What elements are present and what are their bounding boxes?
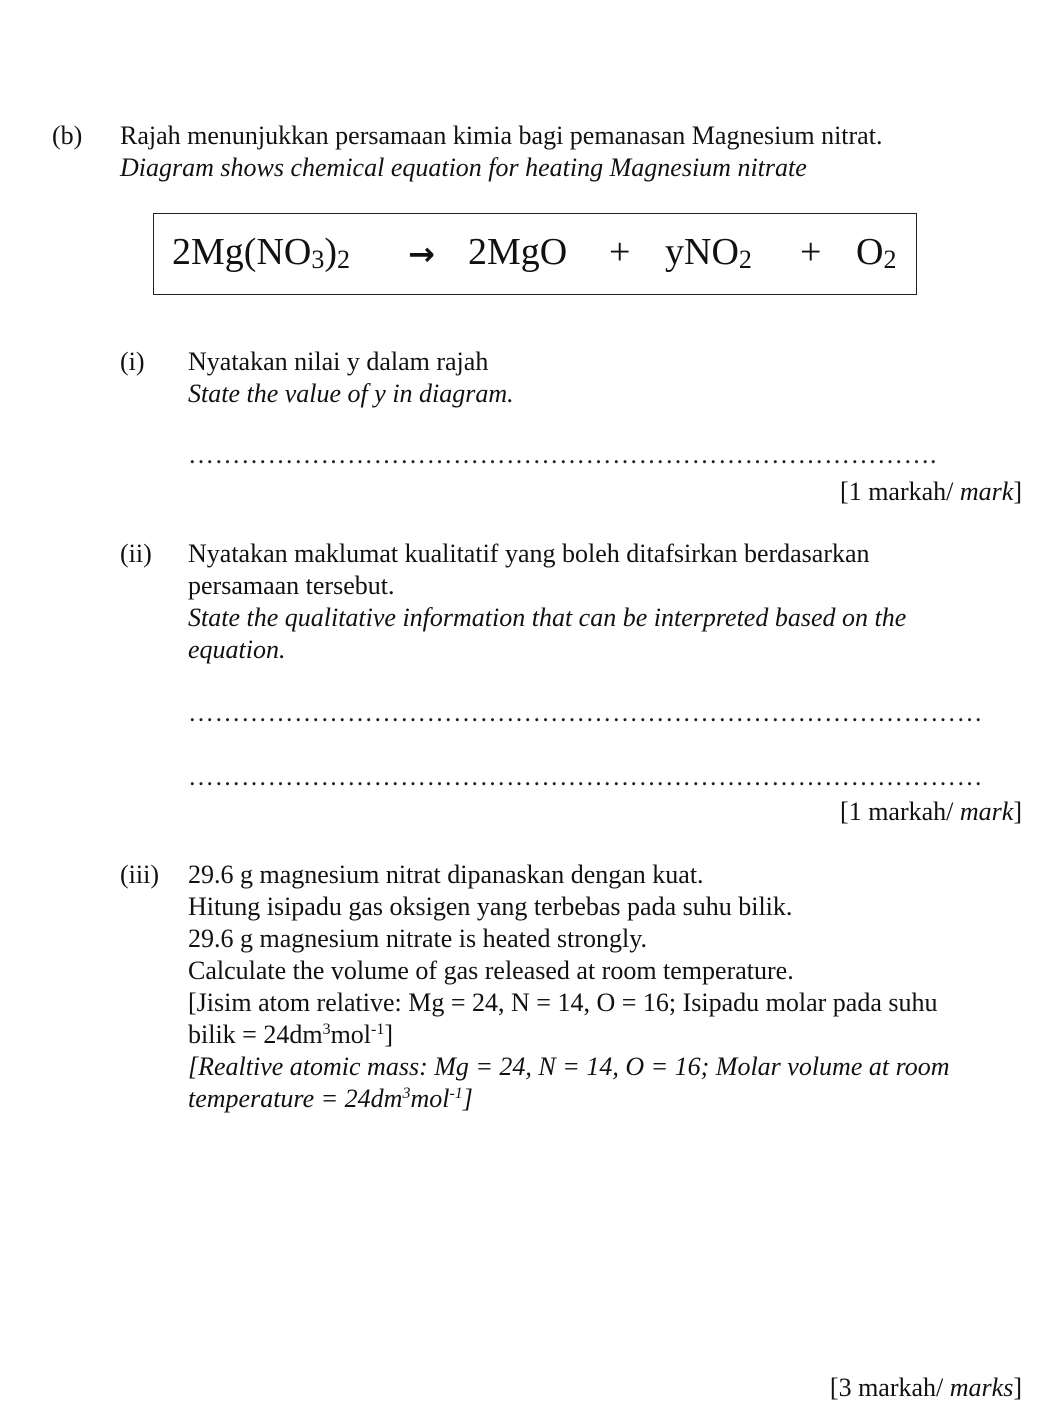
q3-line-8: temperature = $24dm^3mol^{-1}$] (188, 1084, 473, 1113)
q2-english-line-2: equation. (188, 635, 286, 664)
q2-malay-line-1: Nyatakan maklumat kualitatif yang boleh ditafsirkan berdasarkan (188, 539, 870, 568)
q1-mark: [1 markah/ mark] (840, 477, 1022, 506)
q3-line-4: Calculate the volume of gas released at room temperature. (188, 956, 794, 985)
equation-plus-2: + (800, 231, 822, 273)
q1-english-text: State the value of y in diagram. (188, 379, 514, 408)
equation-plus-1: + (609, 231, 631, 273)
q2-label: (ii) (120, 539, 152, 568)
q3-line-3: 29.6 g magnesium nitrate is heated strongly. (188, 924, 647, 953)
q3-line-5: [Jisim atom relative: Mg = 24, N = 14, O = 16; Isipadu molar pada suhu (188, 988, 938, 1017)
q3-mark: [3 markah/ marks] (829, 1373, 1022, 1402)
q3-line-2: Hitung isipadu gas oksigen yang terbebas pada suhu bilik. (188, 892, 793, 921)
q2-answer-line-1[interactable]: ……………………………………………………………………………… (188, 698, 983, 727)
q3-line-1: 29.6 g magnesium nitrat dipanaskan dengan kuat. (188, 860, 704, 889)
part-b-malay-text: Rajah menunjukkan persamaan kimia bagi pemanasan Magnesium nitrat. (120, 121, 883, 150)
q3-line-6: bilik = $24dm^3mol^{-1}$] (188, 1020, 394, 1049)
q3-label: (iii) (120, 860, 159, 889)
part-b-english-text: Diagram shows chemical equation for heating Magnesium nitrate (120, 153, 807, 182)
q2-english-line-1: State the qualitative information that can be interpreted based on the (188, 603, 907, 632)
equation-arrow-icon: → (408, 235, 435, 273)
q1-malay-text: Nyatakan nilai y dalam rajah (188, 347, 489, 376)
q2-mark: [1 markah/ mark] (840, 797, 1022, 826)
equation-product-no2: yNO$_2$ (665, 231, 752, 274)
q3-line-7: [Realtive atomic mass: Mg = 24, N = 14, O = 16; Molar volume at room (188, 1052, 950, 1081)
equation-reactant: $2Mg(NO_3)_2$ (172, 231, 350, 274)
q1-answer-line[interactable]: …………………………………………………………………………. (188, 440, 937, 469)
q2-malay-line-2: persamaan tersebut. (188, 571, 395, 600)
q2-answer-line-2[interactable]: ……………………………………………………………………………… (188, 762, 983, 791)
q1-label: (i) (120, 347, 145, 376)
chemical-equation-box (153, 213, 917, 295)
equation-product-o2: $O_2$ (856, 231, 897, 274)
part-b-label: (b) (52, 121, 83, 150)
equation-product-mgo: 2MgO (468, 231, 568, 273)
